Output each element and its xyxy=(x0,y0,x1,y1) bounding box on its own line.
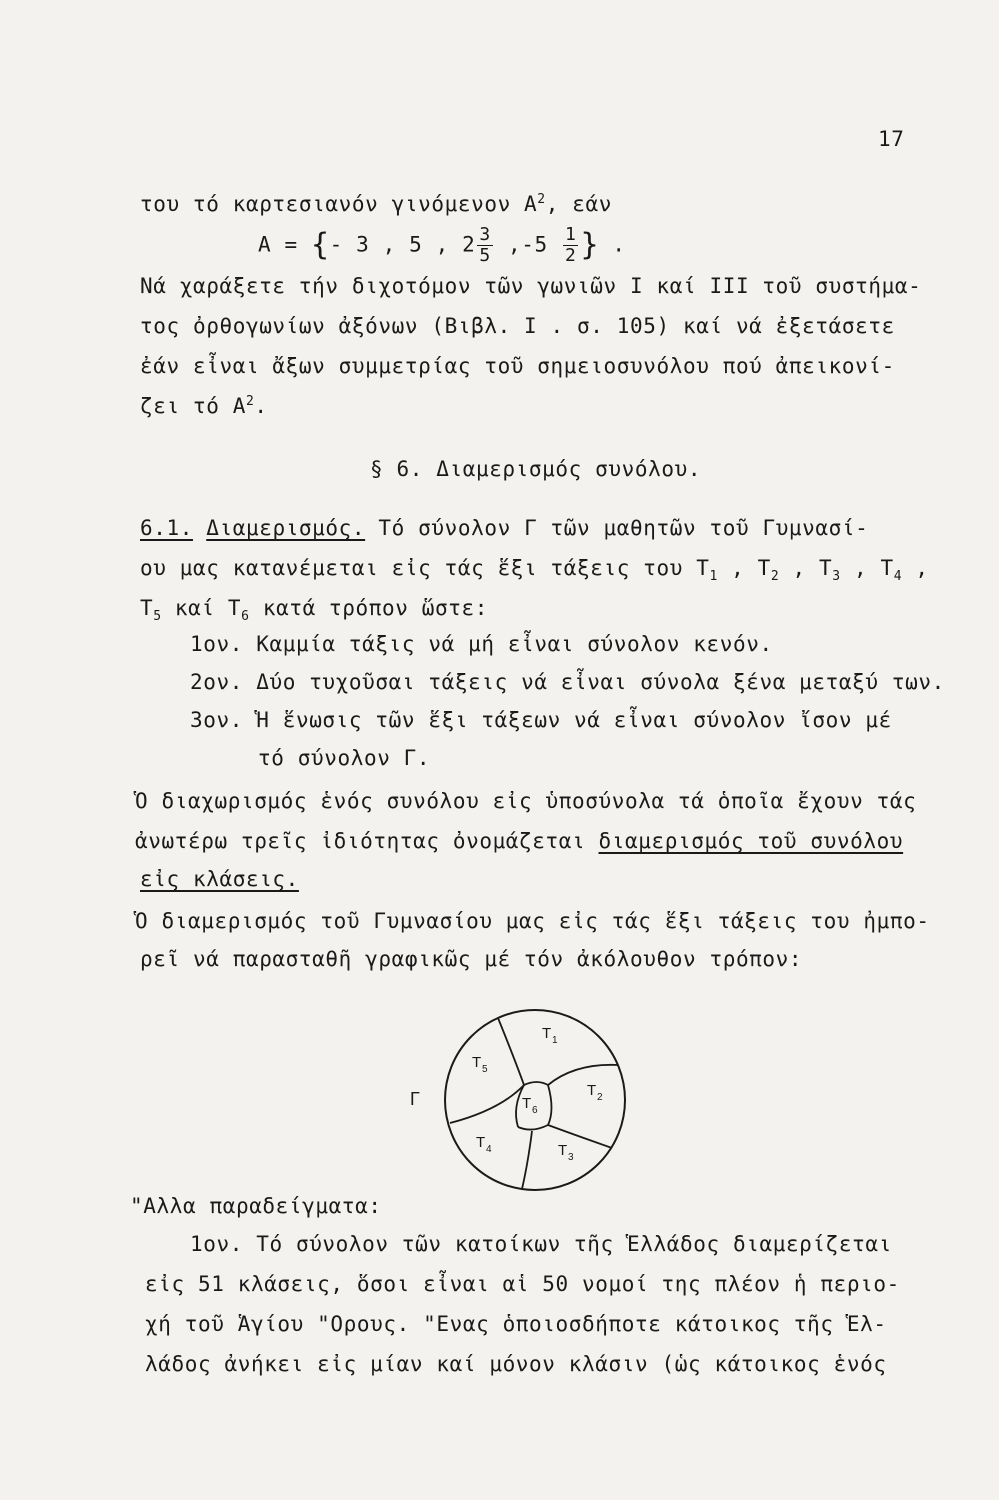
defined-term: διαμερισμός τοῦ συνόλου xyxy=(598,829,904,853)
open-brace: { xyxy=(310,227,330,263)
text: , Τ xyxy=(840,556,894,580)
text: , εάν xyxy=(545,192,612,216)
text: του τό καρτεσιανόν γινόμενον Α xyxy=(140,192,538,216)
class-label-t1 xyxy=(542,1025,558,1046)
numerator: 1 xyxy=(565,224,577,245)
fraction-one-half xyxy=(563,225,578,266)
set-definition xyxy=(258,225,626,265)
exercise-line-3: Νά χαράξετε τήν διχοτόμον τῶν γωνιῶν Ι καί ΙΙΙ τοῦ συστήμα- xyxy=(140,274,922,298)
svg-text:3: 3 xyxy=(568,1152,574,1163)
subsection-number: 6.1. xyxy=(140,516,193,540)
boundary-t1-t6 xyxy=(524,1082,548,1085)
condition-2: 2ον. Δύο τυχοῦσαι τάξεις νά εἶναι σύνολα ξένα μεταξύ των. xyxy=(190,670,945,694)
svg-text:T: T xyxy=(558,1142,568,1159)
class-label-t2 xyxy=(587,1082,603,1103)
definition-line-4: Ὁ διαμερισμός τοῦ Γυμνασίου μας εἰς τάς ἕξι τάξεις του ἠμπο- xyxy=(135,909,930,933)
subsection-line-3 xyxy=(140,594,488,625)
class-label-t3 xyxy=(558,1142,574,1163)
boundary-t1-t2 xyxy=(548,1065,618,1085)
exercise-line-5: ἐάν εἶναι ἄξων συμμετρίας τοῦ σημειοσυνόλου πού ἀπεικονί- xyxy=(140,354,895,378)
text: καί Τ xyxy=(161,596,242,620)
superscript: 2 xyxy=(245,394,255,409)
boundary-t1-t5 xyxy=(498,1018,524,1085)
svg-text:T: T xyxy=(476,1134,486,1151)
subsection-line-1 xyxy=(140,514,868,542)
text: . xyxy=(254,394,268,418)
text: , Τ xyxy=(717,556,771,580)
exercise-line-4: τος ὀρθογωνίων ἀξόνων (Βιβλ. Ι . σ. 105) καί νά ἐξετάσετε xyxy=(140,314,895,338)
page-number: 17 xyxy=(878,127,905,151)
definition-line-2 xyxy=(135,827,903,855)
boundary-t6-t2 xyxy=(548,1085,552,1125)
subscript: 2 xyxy=(770,569,780,585)
text: ου μας κατανέμεται εἰς τάς ἕξι τάξεις του Τ xyxy=(140,556,710,580)
example-line-3: χή τοῦ Ἁγίου "Ορους. "Ενας ὁποιοσδήποτε κάτοικος τῆς Ἑλ- xyxy=(145,1312,887,1336)
subsection-title: Διαμερισμός. xyxy=(206,516,366,540)
definition-line-3: εἰς κλάσεις. xyxy=(140,867,299,891)
example-line-1: 1ον. Τό σύνολον τῶν κατοίκων τῆς Ἑλλάδος διαμερίζεται xyxy=(190,1232,892,1256)
svg-text:T: T xyxy=(472,1054,482,1071)
text: Τό σύνολον Γ τῶν μαθητῶν τοῦ Γυμνασί- xyxy=(365,516,869,540)
definition-line-5: ρεῖ νά παρασταθῆ γραφικῶς μέ τόν ἀκόλουθον τρόπον: xyxy=(140,947,803,971)
example-line-2: εἰς 51 κλάσεις, ὅσοι εἶναι αἱ 50 νομοί της πλέον ἡ περιο- xyxy=(145,1272,900,1296)
class-label-t4 xyxy=(476,1134,492,1155)
boundary-t6-bottom xyxy=(518,1125,548,1130)
text: Τ xyxy=(140,596,154,620)
svg-text:T: T xyxy=(542,1025,552,1042)
condition-1: 1ον. Καμμία τάξις νά μή εἶναι σύνολον κενόν. xyxy=(190,632,773,656)
examples-heading: "Αλλα παραδείγματα: xyxy=(130,1194,382,1218)
class-label-t6 xyxy=(522,1095,538,1116)
section-heading: § 6. Διαμερισμός συνόλου. xyxy=(370,457,702,481)
set-label-gamma: Γ xyxy=(410,1089,420,1109)
exercise-line-1 xyxy=(140,190,612,218)
superscript: 2 xyxy=(537,192,546,207)
class-label-t5 xyxy=(472,1054,488,1075)
close-brace: } xyxy=(580,227,600,263)
set-elements: - 3 , 5 , 2 xyxy=(329,232,476,257)
definition-line-1: Ὁ διαχωρισμός ἑνός συνόλου εἰς ὑποσύνολα τά ὁποῖα ἔχουν τάς xyxy=(135,789,917,813)
subscript: 4 xyxy=(893,569,903,585)
denominator: 5 xyxy=(479,245,491,266)
svg-text:T: T xyxy=(522,1095,532,1112)
text: κατά τρόπον ὥστε: xyxy=(249,596,488,620)
subscript: 1 xyxy=(709,569,718,585)
svg-text:5: 5 xyxy=(482,1064,488,1075)
example-line-4: λάδος ἀνήκει εἰς μίαν καί μόνον κλάσιν (ὡς κάτοικος ἑνός xyxy=(145,1352,887,1376)
set-elements: ,-5 xyxy=(494,232,561,257)
subscript: 5 xyxy=(153,609,162,625)
boundary-t4-t3 xyxy=(522,1131,532,1189)
numerator: 3 xyxy=(479,224,491,245)
partition-diagram xyxy=(400,1005,640,1195)
boundary-t5-t4 xyxy=(450,1085,524,1123)
condition-3-continued: τό σύνολον Γ. xyxy=(258,746,431,770)
text: , Τ xyxy=(779,556,833,580)
subscript: 3 xyxy=(832,569,841,585)
exercise-line-6 xyxy=(140,392,268,420)
svg-text:1: 1 xyxy=(552,1035,558,1046)
svg-text:6: 6 xyxy=(532,1105,538,1116)
text: . xyxy=(599,232,626,257)
denominator: 2 xyxy=(565,245,577,266)
svg-text:2: 2 xyxy=(597,1092,603,1103)
subsection-line-2 xyxy=(140,554,929,585)
subscript: 6 xyxy=(241,609,250,625)
text: ζει τό Α xyxy=(140,394,246,418)
svg-text:4: 4 xyxy=(486,1144,492,1155)
svg-text:T: T xyxy=(587,1082,597,1099)
condition-3: 3ον. Ἡ ἕνωσις τῶν ἕξι τάξεων νά εἶναι σύνολον ἴσον μέ xyxy=(190,708,892,732)
text: , xyxy=(902,556,929,580)
fraction-three-fifths xyxy=(477,225,492,266)
set-name: Α = xyxy=(258,232,311,257)
text: ἀνωτέρω τρεῖς ἰδιότητας ὀνομάζεται xyxy=(135,829,599,853)
